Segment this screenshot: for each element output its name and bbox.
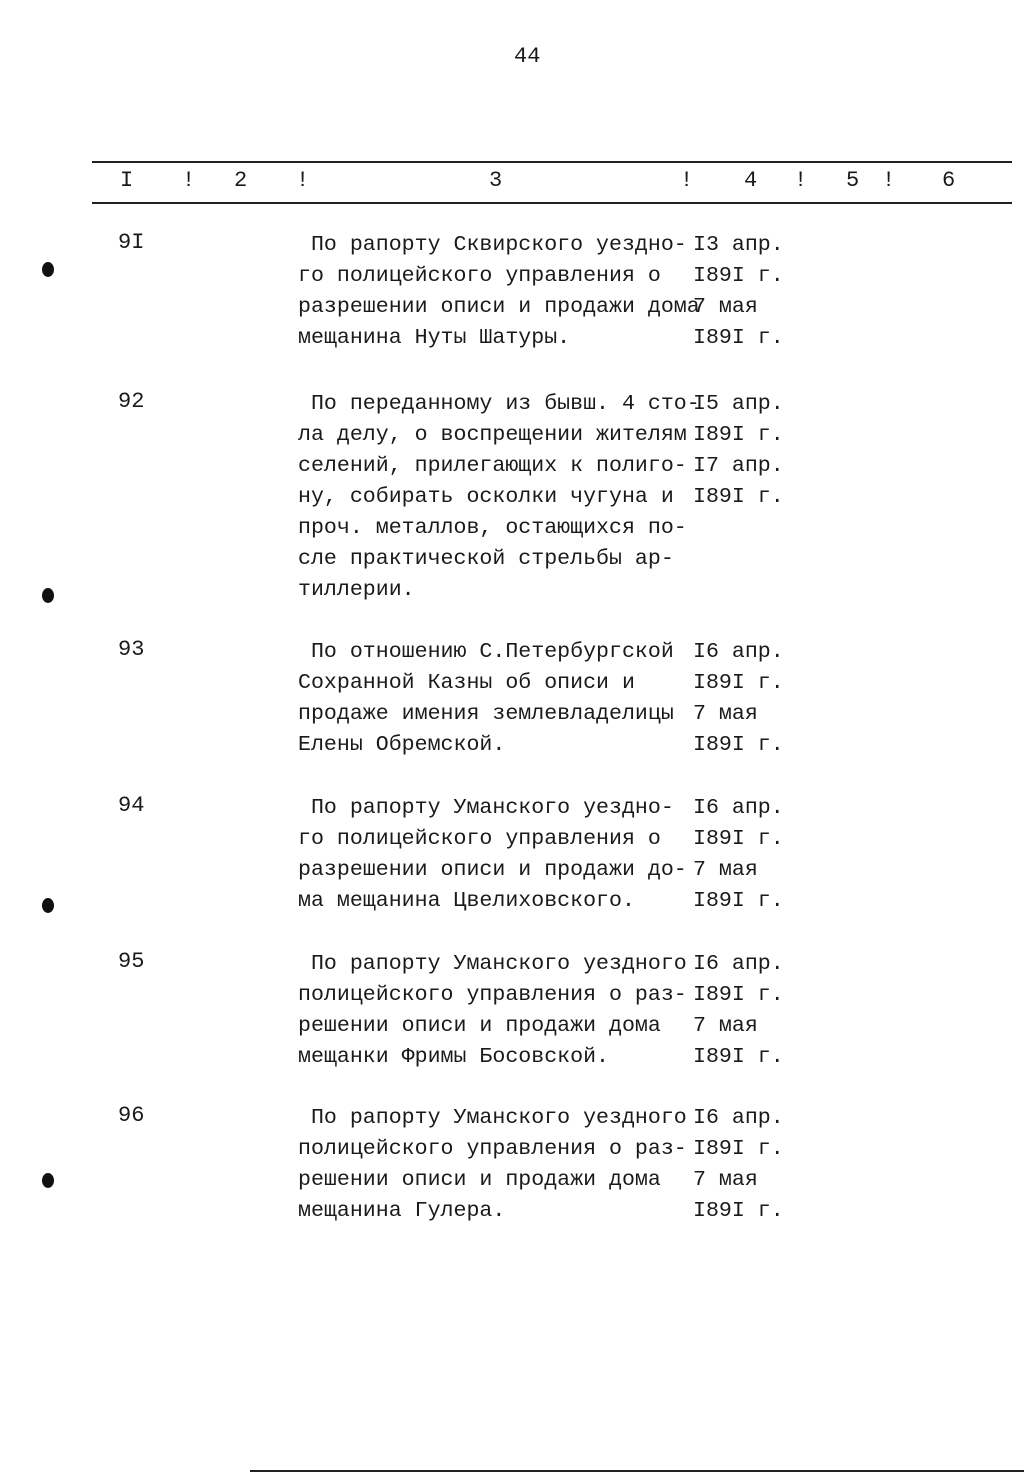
row-description — [298, 637, 674, 761]
row-description — [298, 793, 687, 917]
description-line: решении описи и продажи дома — [298, 1168, 661, 1192]
description-line: го полицейского управления о — [298, 264, 661, 288]
row-number: 93 — [118, 637, 145, 662]
description-line: тиллерии. — [298, 578, 415, 602]
row-dates — [693, 637, 784, 761]
header-separator: ! — [794, 168, 808, 193]
date-line: I89I г. — [693, 1137, 784, 1161]
date-line: I89I г. — [693, 733, 784, 757]
date-line: I89I г. — [693, 1045, 784, 1069]
date-line: 7 мая — [693, 858, 758, 882]
date-line: I89I г. — [693, 983, 784, 1007]
date-line: I7 апр. — [693, 454, 784, 478]
date-line: I6 апр. — [693, 640, 784, 664]
description-line: По рапорту Уманского уездного — [298, 952, 687, 976]
description-line: го полицейского управления о — [298, 827, 661, 851]
row-description — [298, 389, 700, 606]
date-line: I89I г. — [693, 485, 784, 509]
date-line: I89I г. — [693, 264, 784, 288]
date-line: I6 апр. — [693, 952, 784, 976]
date-line: I89I г. — [693, 889, 784, 913]
row-dates — [693, 230, 784, 354]
date-line: I89I г. — [693, 326, 784, 350]
description-line: По рапорту Уманского уездного — [298, 1106, 687, 1130]
page-number: 44 — [514, 44, 541, 69]
description-line: Сохранной Казны об описи и — [298, 671, 635, 695]
description-line: продаже имения землевладелицы — [298, 702, 674, 726]
row-number: 94 — [118, 793, 145, 818]
date-line: I89I г. — [693, 671, 784, 695]
header-col-2: 2 — [234, 168, 248, 193]
description-line: мещанина Гулера. — [298, 1199, 506, 1223]
header-col-5: 5 — [846, 168, 860, 193]
description-line: разрешении описи и продажи дома — [298, 295, 700, 319]
row-description — [298, 1103, 687, 1227]
row-dates — [693, 793, 784, 917]
table-top-rule — [92, 161, 1012, 163]
header-col-3: 3 — [489, 168, 503, 193]
header-separator: ! — [882, 168, 896, 193]
description-line: полицейского управления о раз- — [298, 1137, 687, 1161]
description-line: полицейского управления о раз- — [298, 983, 687, 1007]
date-line: I3 апр. — [693, 233, 784, 257]
description-line: мещанки Фримы Босовской. — [298, 1045, 610, 1069]
date-line: I89I г. — [693, 827, 784, 851]
date-line: I6 апр. — [693, 1106, 784, 1130]
date-line: I5 апр. — [693, 392, 784, 416]
date-line: I6 апр. — [693, 796, 784, 820]
row-number: 95 — [118, 949, 145, 974]
date-line: 7 мая — [693, 1014, 758, 1038]
description-line: решении описи и продажи дома — [298, 1014, 661, 1038]
header-separator: ! — [182, 168, 196, 193]
table-header-rule — [92, 202, 1012, 204]
row-description — [298, 949, 687, 1073]
date-line: 7 мая — [693, 295, 758, 319]
bottom-rule — [250, 1470, 1024, 1472]
row-number: 92 — [118, 389, 145, 414]
row-dates — [693, 389, 784, 513]
punch-hole-mark — [42, 588, 54, 603]
description-line: проч. металлов, остающихся по- — [298, 516, 687, 540]
description-line: Елены Обремской. — [298, 733, 506, 757]
date-line: 7 мая — [693, 702, 758, 726]
description-line: сле практической стрельбы ар- — [298, 547, 674, 571]
header-col-6: 6 — [942, 168, 956, 193]
date-line: I89I г. — [693, 423, 784, 447]
description-line: По отношению С.Петербургской — [298, 640, 674, 664]
punch-hole-mark — [42, 898, 54, 913]
description-line: ма мещанина Цвелиховского. — [298, 889, 635, 913]
header-col-1: I — [120, 168, 134, 193]
date-line: 7 мая — [693, 1168, 758, 1192]
row-dates — [693, 1103, 784, 1227]
row-description — [298, 230, 700, 354]
header-col-4: 4 — [744, 168, 758, 193]
header-separator: ! — [680, 168, 694, 193]
description-line: По рапорту Уманского уездно- — [298, 796, 674, 820]
description-line: разрешении описи и продажи до- — [298, 858, 687, 882]
row-dates — [693, 949, 784, 1073]
description-line: селений, прилегающих к полиго- — [298, 454, 687, 478]
date-line: I89I г. — [693, 1199, 784, 1223]
row-number: 9I — [118, 230, 145, 255]
punch-hole-mark — [42, 262, 54, 277]
punch-hole-mark — [42, 1173, 54, 1188]
description-line: ла делу, о воспрещении жителям — [298, 423, 687, 447]
row-number: 96 — [118, 1103, 145, 1128]
description-line: По переданному из бывш. 4 сто- — [298, 392, 700, 416]
description-line: ну, собирать осколки чугуна и — [298, 485, 674, 509]
header-separator: ! — [296, 168, 310, 193]
description-line: мещанина Нуты Шатуры. — [298, 326, 571, 350]
description-line: По рапорту Сквирского уездно- — [298, 233, 687, 257]
